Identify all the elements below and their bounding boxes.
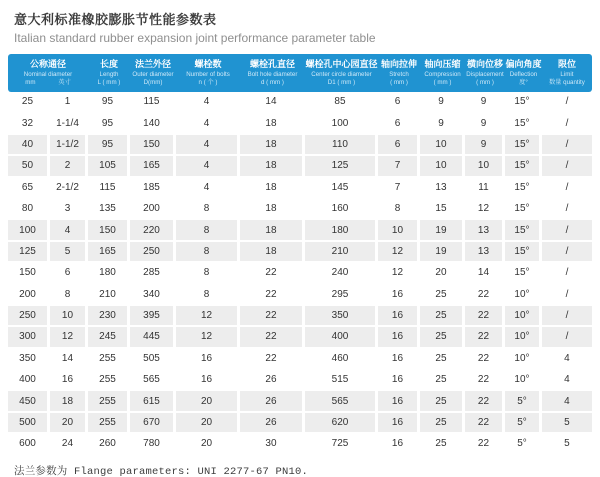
table-cell: 670: [130, 413, 176, 434]
header-center-circle-diameter: [305, 54, 378, 92]
table-cell: 255: [88, 370, 130, 391]
table-cell: 4: [50, 220, 88, 241]
table-cell: 16: [378, 285, 420, 306]
table-cell: 295: [305, 285, 378, 306]
page-title-en: Italian standard rubber expansion joint performance parameter table: [14, 31, 376, 45]
header-label-zh: 轴向拉伸: [380, 59, 417, 70]
table-cell: 22: [465, 285, 505, 306]
table-cell: 2: [50, 156, 88, 177]
table-cell: 26: [240, 370, 305, 391]
header-label-en: Bolt hole diameter: [247, 70, 298, 78]
table-cell: 400: [8, 370, 50, 391]
table-cell: 2-1/2: [50, 178, 88, 199]
table-cell: 15°: [505, 242, 542, 263]
table-row: [8, 220, 592, 241]
table-cell: 50: [8, 156, 50, 177]
table-cell: 15°: [505, 135, 542, 156]
table-cell: 16: [378, 349, 420, 370]
table-cell: 19: [420, 220, 465, 241]
table-cell: 4: [176, 156, 240, 177]
table-cell: /: [542, 178, 592, 199]
table-cell: 18: [240, 113, 305, 134]
table-cell: 16: [176, 370, 240, 391]
table-cell: 32: [8, 113, 50, 134]
table-cell: 5: [50, 242, 88, 263]
table-row: [8, 92, 592, 113]
table-cell: 22: [240, 327, 305, 348]
table-cell: 350: [305, 306, 378, 327]
table-cell: 5°: [505, 434, 542, 455]
table-cell: 105: [88, 156, 130, 177]
table-cell: 4: [176, 178, 240, 199]
table-cell: 200: [130, 199, 176, 220]
table-cell: /: [542, 306, 592, 327]
table-cell: 255: [88, 413, 130, 434]
table-cell: 5: [542, 434, 592, 455]
table-cell: 445: [130, 327, 176, 348]
table-cell: 18: [240, 220, 305, 241]
table-cell: 8: [176, 199, 240, 220]
table-cell: 185: [130, 178, 176, 199]
header-label-en: Compression: [424, 70, 461, 78]
table-row: [8, 156, 592, 177]
table-row: [8, 413, 592, 434]
table-cell: 16: [378, 434, 420, 455]
table-row: [8, 349, 592, 370]
header-units: [10, 79, 86, 87]
table-cell: 18: [240, 156, 305, 177]
table-cell: 16: [378, 306, 420, 327]
table-cell: /: [542, 156, 592, 177]
header-label-en: Stretch: [389, 70, 409, 78]
header-displacement: [465, 54, 505, 92]
table-cell: 10°: [505, 306, 542, 327]
table-cell: 16: [176, 349, 240, 370]
table-cell: 245: [88, 327, 130, 348]
table-cell: 135: [88, 199, 130, 220]
table-cell: 10: [378, 220, 420, 241]
table-cell: 395: [130, 306, 176, 327]
table-cell: 25: [420, 349, 465, 370]
table-cell: 780: [130, 434, 176, 455]
table-cell: 180: [88, 263, 130, 284]
table-cell: /: [542, 92, 592, 113]
table-cell: 11: [465, 178, 505, 199]
header-units: D(mm): [143, 78, 163, 86]
header-bolt-hole-diameter: [240, 54, 305, 92]
table-cell: 14: [240, 92, 305, 113]
table-cell: 460: [305, 349, 378, 370]
header-label-en: Deflection: [509, 70, 538, 78]
table-cell: 95: [88, 113, 130, 134]
table-cell: 4: [542, 391, 592, 412]
table-cell: 150: [130, 135, 176, 156]
table-cell: 24: [50, 434, 88, 455]
table-cell: 5: [542, 413, 592, 434]
table-cell: 25: [420, 285, 465, 306]
table-cell: 20: [176, 391, 240, 412]
table-cell: 5°: [505, 391, 542, 412]
table-cell: 500: [8, 413, 50, 434]
table-cell: 145: [305, 178, 378, 199]
table-cell: 12: [50, 327, 88, 348]
table-cell: 10: [420, 156, 465, 177]
table-cell: 4: [176, 135, 240, 156]
table-cell: 16: [378, 327, 420, 348]
table-cell: 285: [130, 263, 176, 284]
table-cell: 12: [176, 327, 240, 348]
table-cell: 15°: [505, 199, 542, 220]
header-length: [88, 54, 130, 92]
table-cell: 125: [8, 242, 50, 263]
header-outer-diameter: [130, 54, 176, 92]
table-cell: /: [542, 113, 592, 134]
table-cell: 22: [465, 327, 505, 348]
table-cell: 10°: [505, 285, 542, 306]
table-cell: 9: [420, 113, 465, 134]
header-deflection: [505, 54, 542, 92]
table-cell: 565: [305, 391, 378, 412]
table-cell: 8: [176, 242, 240, 263]
header-label-zh: 公称通径: [29, 59, 66, 70]
table-cell: 22: [465, 391, 505, 412]
table-cell: 515: [305, 370, 378, 391]
table-cell: 600: [8, 434, 50, 455]
table-cell: 12: [378, 242, 420, 263]
table-cell: 15°: [505, 178, 542, 199]
header-units: ( mm ): [390, 78, 408, 86]
table-cell: 25: [8, 92, 50, 113]
table-cell: 140: [130, 113, 176, 134]
table-cell: 8: [50, 285, 88, 306]
table-cell: 6: [378, 92, 420, 113]
table-row: [8, 391, 592, 412]
table-cell: 25: [420, 327, 465, 348]
table-row: [8, 178, 592, 199]
table-cell: 160: [305, 199, 378, 220]
table-cell: 25: [420, 391, 465, 412]
table-row: [8, 263, 592, 284]
table-cell: 8: [176, 285, 240, 306]
table-cell: 22: [465, 434, 505, 455]
table-cell: 26: [240, 391, 305, 412]
table-cell: 9: [465, 113, 505, 134]
table-cell: 10°: [505, 327, 542, 348]
table-cell: 15°: [505, 220, 542, 241]
table-cell: /: [542, 242, 592, 263]
table-cell: 16: [378, 391, 420, 412]
table-row: [8, 199, 592, 220]
table-cell: 165: [130, 156, 176, 177]
header-units: ( mm ): [433, 78, 452, 86]
table-cell: 14: [465, 263, 505, 284]
table-cell: 250: [8, 306, 50, 327]
table-cell: 4: [542, 349, 592, 370]
table-cell: 340: [130, 285, 176, 306]
table-cell: 20: [176, 434, 240, 455]
table-cell: 200: [8, 285, 50, 306]
table-cell: 10: [50, 306, 88, 327]
table-cell: 22: [465, 413, 505, 434]
table-cell: 100: [8, 220, 50, 241]
table-cell: 22: [465, 349, 505, 370]
header-compression: [420, 54, 465, 92]
header-nominal-diameter: [8, 54, 88, 92]
header-label-zh: 偏向角度: [505, 59, 542, 70]
table-cell: 18: [240, 199, 305, 220]
table-row: [8, 135, 592, 156]
table-cell: 40: [8, 135, 50, 156]
table-cell: 95: [88, 92, 130, 113]
header-label-en: Length: [99, 70, 119, 78]
table-cell: 615: [130, 391, 176, 412]
table-cell: 5°: [505, 413, 542, 434]
header-label-en: Displacement: [466, 70, 504, 78]
table-cell: 22: [240, 349, 305, 370]
table-cell: 18: [240, 178, 305, 199]
table-cell: 260: [88, 434, 130, 455]
unit-inch: 英寸: [58, 78, 71, 86]
table-cell: 505: [130, 349, 176, 370]
header-label-en: Limit: [560, 70, 574, 78]
table-cell: 8: [176, 220, 240, 241]
table-cell: 13: [465, 242, 505, 263]
table-cell: 110: [305, 135, 378, 156]
table-cell: 12: [378, 263, 420, 284]
table-cell: 15°: [505, 263, 542, 284]
header-label-en: Outer diameter: [132, 70, 174, 78]
table-cell: 1: [50, 92, 88, 113]
header-label-zh: 长度: [99, 59, 118, 70]
header-units: 数量 quantity: [549, 78, 585, 86]
table-cell: 620: [305, 413, 378, 434]
table-body: [8, 92, 592, 456]
table-cell: 255: [88, 349, 130, 370]
table-cell: 22: [465, 306, 505, 327]
table-cell: 6: [378, 135, 420, 156]
table-cell: 7: [378, 178, 420, 199]
table-row: [8, 370, 592, 391]
table-cell: 725: [305, 434, 378, 455]
header-label-zh: 限位: [557, 59, 576, 70]
table-cell: 22: [465, 370, 505, 391]
header-label-zh: 轴向压缩: [424, 59, 461, 70]
header-number-of-bolts: [176, 54, 240, 92]
header-label-zh: 法兰外径: [134, 59, 171, 70]
table-cell: 1-1/4: [50, 113, 88, 134]
header-label-en: Center circle diameter: [311, 70, 372, 78]
table-cell: 20: [176, 413, 240, 434]
table-cell: 230: [88, 306, 130, 327]
table-cell: 15°: [505, 92, 542, 113]
table-cell: 565: [130, 370, 176, 391]
table-cell: 15: [420, 199, 465, 220]
header-label-en: Number of bolts: [186, 70, 230, 78]
table-cell: 80: [8, 199, 50, 220]
table-cell: 220: [130, 220, 176, 241]
header-units: 度°: [519, 78, 528, 86]
table-cell: 3: [50, 199, 88, 220]
table-cell: 15°: [505, 113, 542, 134]
header-stretch: [378, 54, 420, 92]
page-title-zh: 意大利标准橡胶膨胀节性能参数表: [14, 13, 217, 28]
table-cell: 165: [88, 242, 130, 263]
table-cell: 8: [176, 263, 240, 284]
header-label-zh: 螺栓孔中心园直径: [305, 59, 378, 70]
table-cell: 13: [465, 220, 505, 241]
table-cell: 9: [420, 92, 465, 113]
table-row: [8, 285, 592, 306]
table-cell: 25: [420, 434, 465, 455]
table-cell: 65: [8, 178, 50, 199]
table-cell: 240: [305, 263, 378, 284]
table-cell: 22: [240, 285, 305, 306]
header-label-zh: 螺栓孔直径: [249, 59, 295, 70]
table-cell: 10°: [505, 370, 542, 391]
table-cell: 18: [240, 135, 305, 156]
table-cell: 15°: [505, 156, 542, 177]
table-cell: 9: [465, 92, 505, 113]
table-cell: 8: [378, 199, 420, 220]
table-cell: 25: [420, 306, 465, 327]
flange-parameters-note: 法兰参数为 Flange parameters: UNI 2277-67 PN10.: [14, 465, 309, 477]
table-cell: 25: [420, 413, 465, 434]
table-cell: 10°: [505, 349, 542, 370]
table-cell: 4: [542, 370, 592, 391]
table-cell: 115: [88, 178, 130, 199]
table-cell: 1-1/2: [50, 135, 88, 156]
table-cell: 95: [88, 135, 130, 156]
table-cell: 18: [240, 242, 305, 263]
table-cell: 16: [50, 370, 88, 391]
table-row: [8, 306, 592, 327]
table-row: [8, 242, 592, 263]
table-cell: 20: [420, 263, 465, 284]
table-cell: 255: [88, 391, 130, 412]
table-cell: 6: [378, 113, 420, 134]
header-units: d ( mm ): [260, 78, 284, 86]
table-cell: 18: [50, 391, 88, 412]
header-limit: [542, 54, 592, 92]
table-cell: 16: [378, 413, 420, 434]
table-cell: 350: [8, 349, 50, 370]
table-cell: /: [542, 263, 592, 284]
header-units: n ( 个 ): [198, 78, 218, 86]
table-cell: 6: [50, 263, 88, 284]
table-header: [8, 54, 592, 92]
table-cell: 30: [240, 434, 305, 455]
table-cell: 10: [420, 135, 465, 156]
parameter-table: [8, 54, 592, 456]
table-cell: /: [542, 327, 592, 348]
table-cell: 4: [176, 113, 240, 134]
table-cell: 125: [305, 156, 378, 177]
table-cell: /: [542, 220, 592, 241]
table-cell: 22: [240, 263, 305, 284]
table-cell: 100: [305, 113, 378, 134]
table-cell: 20: [50, 413, 88, 434]
table-cell: /: [542, 135, 592, 156]
table-cell: 115: [130, 92, 176, 113]
table-cell: 150: [88, 220, 130, 241]
table-cell: 300: [8, 327, 50, 348]
table-cell: 250: [130, 242, 176, 263]
header-label-en: Nominal diameter: [23, 70, 73, 78]
table-cell: 4: [176, 92, 240, 113]
table-cell: 400: [305, 327, 378, 348]
header-units: L ( mm ): [97, 78, 121, 86]
table-cell: 10: [465, 156, 505, 177]
table-cell: 9: [465, 135, 505, 156]
table-cell: 12: [465, 199, 505, 220]
table-cell: 210: [88, 285, 130, 306]
table-cell: 19: [420, 242, 465, 263]
table-row: [8, 434, 592, 455]
table-cell: /: [542, 285, 592, 306]
header-label-zh: 螺栓数: [194, 59, 222, 70]
table-cell: 16: [378, 370, 420, 391]
table-cell: 150: [8, 263, 50, 284]
header-units: D1 ( mm ): [327, 78, 356, 86]
table-cell: 26: [240, 413, 305, 434]
table-row: [8, 327, 592, 348]
table-cell: 85: [305, 92, 378, 113]
table-cell: 450: [8, 391, 50, 412]
unit-mm: mm: [25, 78, 36, 86]
header-units: ( mm ): [476, 78, 494, 86]
table-cell: 14: [50, 349, 88, 370]
table-cell: 13: [420, 178, 465, 199]
table-cell: 22: [240, 306, 305, 327]
table-cell: /: [542, 199, 592, 220]
table-row: [8, 113, 592, 134]
table-cell: 180: [305, 220, 378, 241]
header-label-zh: 横向位移: [466, 59, 503, 70]
table-cell: 12: [176, 306, 240, 327]
table-cell: 210: [305, 242, 378, 263]
table-cell: 7: [378, 156, 420, 177]
table-cell: 25: [420, 370, 465, 391]
